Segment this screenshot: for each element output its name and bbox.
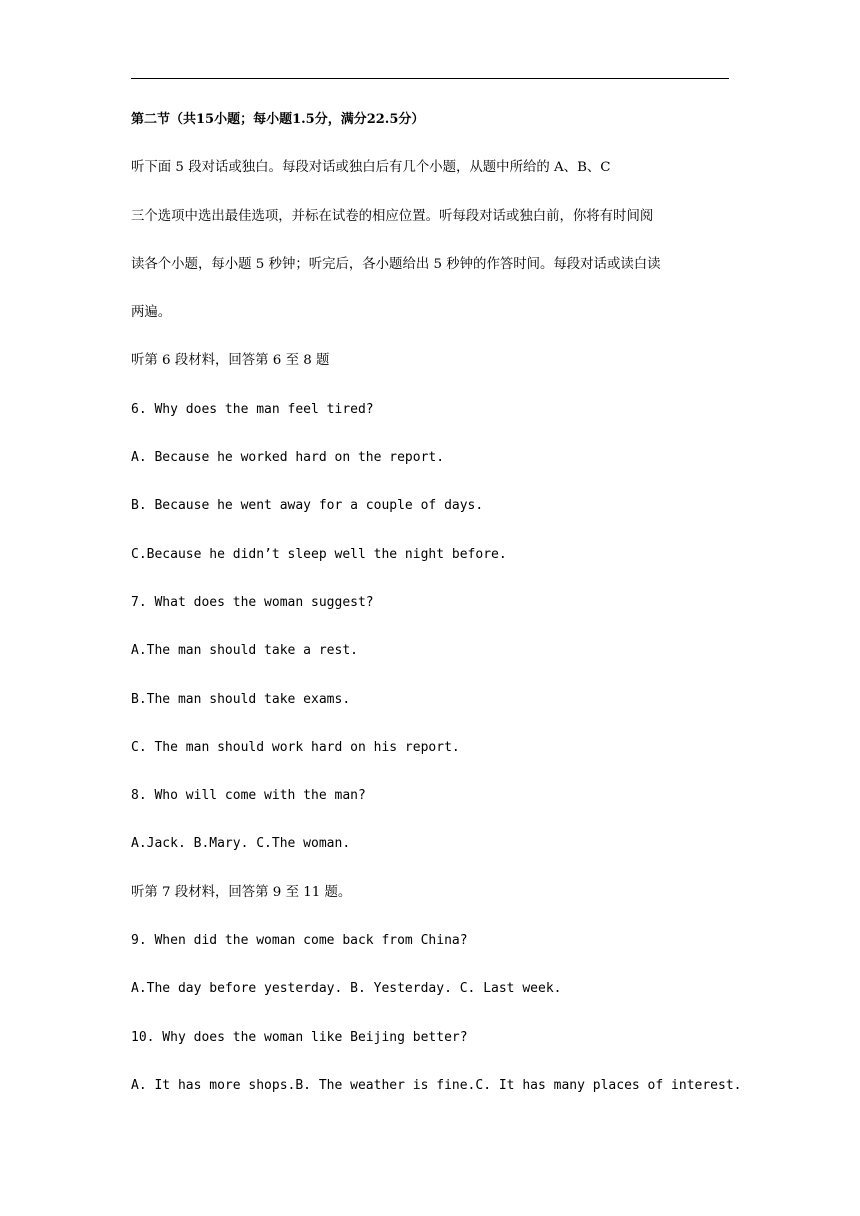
- passage-6-heading: 听第 6 段材料，回答第 6 至 8 题: [131, 353, 330, 369]
- instructions-line-2: 三个选项中选出最佳选项，并标在试卷的相应位置。听每段对话或独白前，你将有时间阅: [131, 208, 654, 224]
- document-body: [131, 108, 742, 1122]
- question-6: 6. Why does the man feel tired?: [131, 401, 374, 417]
- question-9: 9. When did the woman come back from China?: [131, 933, 468, 949]
- instructions-line-1: 听下面 5 段对话或独白。每段对话或独白后有几个小题，从题中所给的 A、B、C: [131, 160, 611, 176]
- question-8: 8. Who will come with the man?: [131, 788, 366, 804]
- passage-7-heading: 听第 7 段材料，回答第 9 至 11 题。: [131, 884, 352, 900]
- question-7-option-c: C. The man should work hard on his report.: [131, 739, 460, 755]
- question-6-option-b: B. Because he went away for a couple of days.: [131, 498, 484, 514]
- header-rule: [131, 78, 729, 79]
- instructions-line-4: 两遍。: [131, 305, 172, 321]
- instructions-line-3: 读各个小题，每小题 5 秒钟；听完后，各小题给出 5 秒钟的作答时间。每段对话或读白读: [131, 256, 661, 272]
- question-9-options: A.The day before yesterday. B. Yesterday. C. Last week.: [131, 981, 562, 997]
- question-10: 10. Why does the woman like Beijing better?: [131, 1029, 468, 1045]
- question-6-option-c: C.Because he didn’t sleep well the night before.: [131, 546, 507, 562]
- question-8-options: A.Jack. B.Mary. C.The woman.: [131, 836, 351, 852]
- question-7-option-a: A.The man should take a rest.: [131, 643, 358, 659]
- question-7-option-b: B.The man should take exams.: [131, 691, 351, 707]
- question-6-option-a: A. Because he worked hard on the report.: [131, 450, 445, 466]
- question-10-options: A. It has more shops.B. The weather is fine.C. It has many places of interest.: [131, 1077, 742, 1093]
- section-heading: 第二节（共15小题；每小题1.5分，满分22.5分）: [131, 112, 425, 127]
- question-7: 7. What does the woman suggest?: [131, 594, 374, 610]
